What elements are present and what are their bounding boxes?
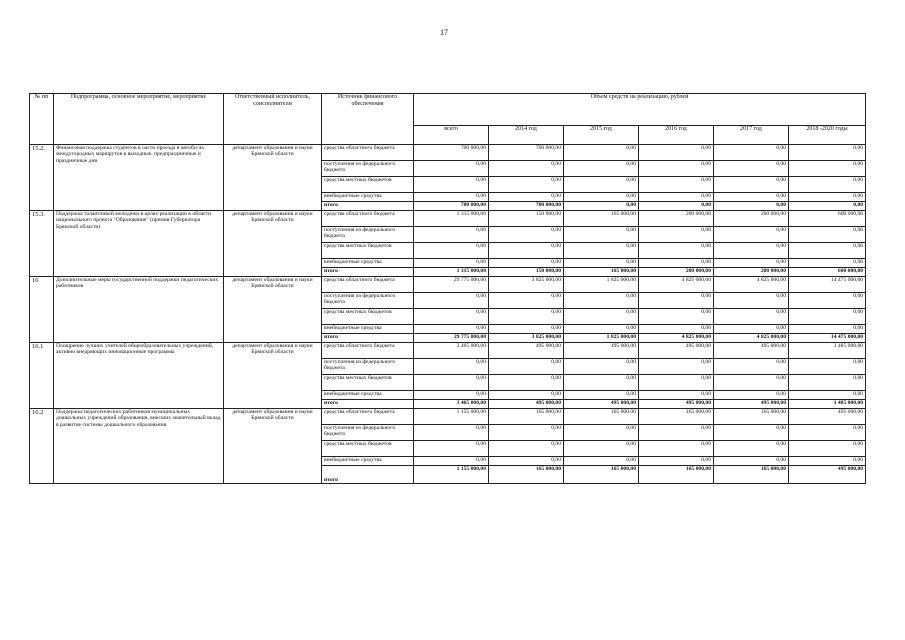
header-number: № пп bbox=[30, 94, 54, 145]
item-name: Дополнительные меры государственной поддержки педагогических работников bbox=[54, 277, 224, 343]
amount-cell: 0,00 bbox=[789, 375, 866, 391]
amount-cell: 495 000,00 bbox=[489, 343, 564, 359]
amount-cell: 0,00 bbox=[789, 293, 866, 309]
amount-cell: 495 000,00 bbox=[564, 400, 639, 409]
amount-cell: 0,00 bbox=[714, 457, 789, 466]
source-label: внебюджетные средства bbox=[322, 193, 414, 202]
amount-cell: 0,00 bbox=[489, 227, 564, 243]
table-body bbox=[30, 145, 866, 484]
table-row bbox=[30, 409, 866, 425]
amount-cell: 0,00 bbox=[714, 145, 789, 161]
amount-cell: 0,00 bbox=[414, 391, 489, 400]
page-number: 17 bbox=[440, 28, 448, 37]
amount-cell: 165 000,00 bbox=[714, 466, 789, 484]
source-label: поступления из федерального бюджета bbox=[322, 425, 414, 441]
amount-cell: 0,00 bbox=[564, 325, 639, 334]
amount-cell: 0,00 bbox=[564, 161, 639, 177]
item-code: 16 bbox=[30, 277, 54, 343]
source-label: средства областного бюджета bbox=[322, 343, 414, 359]
amount-cell: 0,00 bbox=[564, 145, 639, 161]
source-label: внебюджетные средства bbox=[322, 259, 414, 268]
item-name: Финансовая поддержка студентов в части проезда в автобусах междугородных маршрутов в выходные, предпраздничные и праздничные дни bbox=[54, 145, 224, 211]
amount-cell: 600 000,00 bbox=[789, 211, 866, 227]
amount-cell: 1 485 000,00 bbox=[789, 343, 866, 359]
budget-table bbox=[29, 93, 866, 484]
item-code: 16.1 bbox=[30, 343, 54, 409]
amount-cell: 200 000,00 bbox=[714, 268, 789, 277]
amount-cell: 0,00 bbox=[789, 457, 866, 466]
amount-cell: 0,00 bbox=[714, 293, 789, 309]
amount-cell: 0,00 bbox=[489, 457, 564, 466]
amount-cell: 1 315 000,00 bbox=[414, 268, 489, 277]
amount-cell: 0,00 bbox=[639, 375, 714, 391]
amount-cell: 1 315 000,00 bbox=[414, 211, 489, 227]
amount-cell: 0,00 bbox=[564, 227, 639, 243]
item-code: 15.2. bbox=[30, 145, 54, 211]
amount-cell: 0,00 bbox=[714, 177, 789, 193]
amount-cell: 0,00 bbox=[789, 441, 866, 457]
amount-cell: 0,00 bbox=[414, 457, 489, 466]
source-label: итого bbox=[322, 400, 414, 409]
amount-cell: 0,00 bbox=[714, 161, 789, 177]
amount-cell: 165 000,00 bbox=[714, 409, 789, 425]
amount-cell: 0,00 bbox=[489, 425, 564, 441]
amount-cell: 495 000,00 bbox=[789, 466, 866, 484]
amount-cell: 0,00 bbox=[414, 161, 489, 177]
item-responsible: департамент образования и науки Брянской области bbox=[224, 409, 322, 484]
amount-cell: 4 825 000,00 bbox=[714, 277, 789, 293]
amount-cell: 200 000,00 bbox=[639, 268, 714, 277]
amount-cell: 0,00 bbox=[564, 359, 639, 375]
amount-cell: 0,00 bbox=[789, 161, 866, 177]
header-source: Источник финансового обеспечения bbox=[322, 94, 414, 145]
header-year: 2016 год bbox=[639, 126, 714, 145]
amount-cell: 0,00 bbox=[489, 325, 564, 334]
item-responsible: департамент образования и науки Брянской области bbox=[224, 211, 322, 277]
amount-cell: 495 000,00 bbox=[489, 400, 564, 409]
amount-cell: 4 825 000,00 bbox=[639, 277, 714, 293]
amount-cell: 0,00 bbox=[714, 309, 789, 325]
amount-cell: 0,00 bbox=[414, 259, 489, 268]
source-label: средства областного бюджета bbox=[322, 409, 414, 425]
amount-cell: 0,00 bbox=[564, 391, 639, 400]
amount-cell: 0,00 bbox=[639, 293, 714, 309]
amount-cell: 0,00 bbox=[789, 391, 866, 400]
amount-cell: 0,00 bbox=[414, 177, 489, 193]
amount-cell: 0,00 bbox=[414, 441, 489, 457]
source-label: итого bbox=[322, 334, 414, 343]
header-year: всего bbox=[414, 126, 489, 145]
amount-cell: 0,00 bbox=[714, 202, 789, 211]
amount-cell: 0,00 bbox=[714, 359, 789, 375]
amount-cell: 0,00 bbox=[639, 309, 714, 325]
amount-cell: 0,00 bbox=[489, 259, 564, 268]
amount-cell: 150 000,00 bbox=[489, 268, 564, 277]
amount-cell: 0,00 bbox=[489, 177, 564, 193]
amount-cell: 495 000,00 bbox=[639, 400, 714, 409]
source-label: внебюджетные средства bbox=[322, 457, 414, 466]
amount-cell: 700 000,00 bbox=[414, 202, 489, 211]
header-year: 2014 год bbox=[489, 126, 564, 145]
amount-cell: 0,00 bbox=[789, 325, 866, 334]
header-year: 2015 год bbox=[564, 126, 639, 145]
amount-cell: 14 475 000,00 bbox=[789, 277, 866, 293]
amount-cell: 0,00 bbox=[714, 325, 789, 334]
amount-cell: 0,00 bbox=[414, 325, 489, 334]
amount-cell: 0,00 bbox=[789, 145, 866, 161]
amount-cell: 0,00 bbox=[714, 243, 789, 259]
amount-cell: 0,00 bbox=[564, 441, 639, 457]
item-name: Поддержка педагогических работников муниципальных дошкольных учреждений образования, внесших значительный вклад в развитие системы дошкольного образования bbox=[54, 409, 224, 484]
amount-cell: 150 000,00 bbox=[489, 211, 564, 227]
amount-cell: 29 775 000,00 bbox=[414, 277, 489, 293]
source-label: поступления из федерального бюджета bbox=[322, 359, 414, 375]
amount-cell: 0,00 bbox=[489, 375, 564, 391]
amount-cell: 0,00 bbox=[414, 375, 489, 391]
source-label: средства областного бюджета bbox=[322, 145, 414, 161]
amount-cell: 0,00 bbox=[564, 259, 639, 268]
amount-cell: 3 465 000,00 bbox=[414, 400, 489, 409]
amount-cell: 0,00 bbox=[789, 202, 866, 211]
amount-cell: 3 465 000,00 bbox=[414, 343, 489, 359]
amount-cell: 0,00 bbox=[489, 359, 564, 375]
amount-cell: 0,00 bbox=[789, 359, 866, 375]
item-responsible: департамент образования и науки Брянской области bbox=[224, 343, 322, 409]
amount-cell: 0,00 bbox=[564, 457, 639, 466]
amount-cell: 0,00 bbox=[564, 243, 639, 259]
amount-cell: 0,00 bbox=[789, 193, 866, 202]
amount-cell: 0,00 bbox=[489, 293, 564, 309]
amount-cell: 165 000,00 bbox=[564, 409, 639, 425]
amount-cell: 700 000,00 bbox=[489, 202, 564, 211]
amount-cell: 0,00 bbox=[564, 293, 639, 309]
amount-cell: 0,00 bbox=[789, 227, 866, 243]
amount-cell: 0,00 bbox=[639, 391, 714, 400]
amount-cell: 0,00 bbox=[414, 243, 489, 259]
table-row bbox=[30, 211, 866, 227]
amount-cell: 0,00 bbox=[564, 177, 639, 193]
amount-cell: 4 825 000,00 bbox=[639, 334, 714, 343]
amount-cell: 600 000,00 bbox=[789, 268, 866, 277]
amount-cell: 0,00 bbox=[489, 391, 564, 400]
item-name: Поддержка талантливой молодежи в целях реализации в области национального проекта "Образование" (премия Губернатора Брянской области) bbox=[54, 211, 224, 277]
amount-cell: 700 000,00 bbox=[414, 145, 489, 161]
amount-cell: 0,00 bbox=[564, 202, 639, 211]
amount-cell: 0,00 bbox=[789, 425, 866, 441]
amount-cell: 1 485 000,00 bbox=[789, 400, 866, 409]
amount-cell: 495 000,00 bbox=[789, 409, 866, 425]
header-program: Подпрограмма, основное мероприятие, мероприятие bbox=[54, 94, 224, 145]
amount-cell: 0,00 bbox=[639, 359, 714, 375]
amount-cell: 29 775 000,00 bbox=[414, 334, 489, 343]
amount-cell: 0,00 bbox=[639, 177, 714, 193]
amount-cell: 0,00 bbox=[639, 259, 714, 268]
amount-cell: 0,00 bbox=[639, 227, 714, 243]
amount-cell: 0,00 bbox=[789, 243, 866, 259]
amount-cell: 165 000,00 bbox=[564, 268, 639, 277]
amount-cell: 0,00 bbox=[714, 425, 789, 441]
amount-cell: 0,00 bbox=[639, 425, 714, 441]
source-label: поступления из федерального бюджета bbox=[322, 293, 414, 309]
amount-cell: 0,00 bbox=[639, 145, 714, 161]
amount-cell: 0,00 bbox=[639, 325, 714, 334]
amount-cell: 495 000,00 bbox=[714, 400, 789, 409]
amount-cell: 165 000,00 bbox=[489, 409, 564, 425]
amount-cell: 165 000,00 bbox=[639, 466, 714, 484]
amount-cell: 1 825 000,00 bbox=[564, 277, 639, 293]
amount-cell: 0,00 bbox=[714, 259, 789, 268]
amount-cell: 0,00 bbox=[414, 227, 489, 243]
source-label: поступления из федерального бюджета bbox=[322, 227, 414, 243]
source-label: итого bbox=[322, 202, 414, 211]
amount-cell: 0,00 bbox=[714, 227, 789, 243]
item-responsible: департамент образования и науки Брянской области bbox=[224, 277, 322, 343]
amount-cell: 495 000,00 bbox=[564, 343, 639, 359]
amount-cell: 4 825 000,00 bbox=[714, 334, 789, 343]
amount-cell: 700 000,00 bbox=[489, 145, 564, 161]
amount-cell: 0,00 bbox=[489, 161, 564, 177]
amount-cell: 165 000,00 bbox=[489, 466, 564, 484]
table-row bbox=[30, 277, 866, 293]
amount-cell: 0,00 bbox=[789, 259, 866, 268]
amount-cell: 0,00 bbox=[414, 193, 489, 202]
amount-cell: 495 000,00 bbox=[639, 343, 714, 359]
source-label: поступления из федерального бюджета bbox=[322, 161, 414, 177]
amount-cell: 200 000,00 bbox=[639, 211, 714, 227]
amount-cell: 495 000,00 bbox=[714, 343, 789, 359]
amount-cell: 0,00 bbox=[639, 243, 714, 259]
amount-cell: 0,00 bbox=[639, 161, 714, 177]
source-label: средства местных бюджетов bbox=[322, 375, 414, 391]
header-funds: Объем средств на реализацию, рублей bbox=[414, 94, 866, 126]
table-row bbox=[30, 343, 866, 359]
item-name: Поощрение лучших учителей общеобразовательных учреждений, активно внедряющих инновационные программы bbox=[54, 343, 224, 409]
amount-cell: 0,00 bbox=[489, 193, 564, 202]
source-label: итого bbox=[322, 466, 414, 484]
source-label: средства местных бюджетов bbox=[322, 177, 414, 193]
amount-cell: 0,00 bbox=[789, 177, 866, 193]
amount-cell: 0,00 bbox=[564, 193, 639, 202]
amount-cell: 0,00 bbox=[414, 425, 489, 441]
source-label: средства областного бюджета bbox=[322, 211, 414, 227]
amount-cell: 1 155 000,00 bbox=[414, 409, 489, 425]
amount-cell: 0,00 bbox=[564, 375, 639, 391]
amount-cell: 3 825 000,00 bbox=[489, 277, 564, 293]
amount-cell: 165 000,00 bbox=[639, 409, 714, 425]
header-responsible: Ответственный исполнитель, соисполнители bbox=[224, 94, 322, 145]
item-code: 16.2 bbox=[30, 409, 54, 484]
amount-cell: 1 825 000,00 bbox=[564, 334, 639, 343]
header-year: 2018 -2020 годы bbox=[789, 126, 866, 145]
item-code: 15.3. bbox=[30, 211, 54, 277]
table-row bbox=[30, 145, 866, 161]
amount-cell: 0,00 bbox=[714, 441, 789, 457]
amount-cell: 0,00 bbox=[564, 425, 639, 441]
amount-cell: 0,00 bbox=[639, 193, 714, 202]
amount-cell: 0,00 bbox=[489, 243, 564, 259]
amount-cell: 3 825 000,00 bbox=[489, 334, 564, 343]
source-label: средства областного бюджета bbox=[322, 277, 414, 293]
amount-cell: 0,00 bbox=[489, 309, 564, 325]
amount-cell: 0,00 bbox=[714, 375, 789, 391]
source-label: внебюджетные средства bbox=[322, 391, 414, 400]
amount-cell: 200 000,00 bbox=[714, 211, 789, 227]
amount-cell: 1 155 000,00 bbox=[414, 466, 489, 484]
amount-cell: 0,00 bbox=[414, 293, 489, 309]
source-label: средства местных бюджетов bbox=[322, 441, 414, 457]
amount-cell: 14 475 000,00 bbox=[789, 334, 866, 343]
amount-cell: 165 000,00 bbox=[564, 466, 639, 484]
amount-cell: 165 000,00 bbox=[564, 211, 639, 227]
amount-cell: 0,00 bbox=[639, 457, 714, 466]
amount-cell: 0,00 bbox=[414, 309, 489, 325]
header-year: 2017 год bbox=[714, 126, 789, 145]
amount-cell: 0,00 bbox=[564, 309, 639, 325]
source-label: итого bbox=[322, 268, 414, 277]
amount-cell: 0,00 bbox=[639, 202, 714, 211]
item-responsible: департамент образования и науки Брянской области bbox=[224, 145, 322, 211]
amount-cell: 0,00 bbox=[714, 391, 789, 400]
amount-cell: 0,00 bbox=[714, 193, 789, 202]
source-label: средства местных бюджетов bbox=[322, 243, 414, 259]
source-label: средства местных бюджетов bbox=[322, 309, 414, 325]
source-label: внебюджетные средства bbox=[322, 325, 414, 334]
amount-cell: 0,00 bbox=[489, 441, 564, 457]
amount-cell: 0,00 bbox=[789, 309, 866, 325]
amount-cell: 0,00 bbox=[639, 441, 714, 457]
amount-cell: 0,00 bbox=[414, 359, 489, 375]
